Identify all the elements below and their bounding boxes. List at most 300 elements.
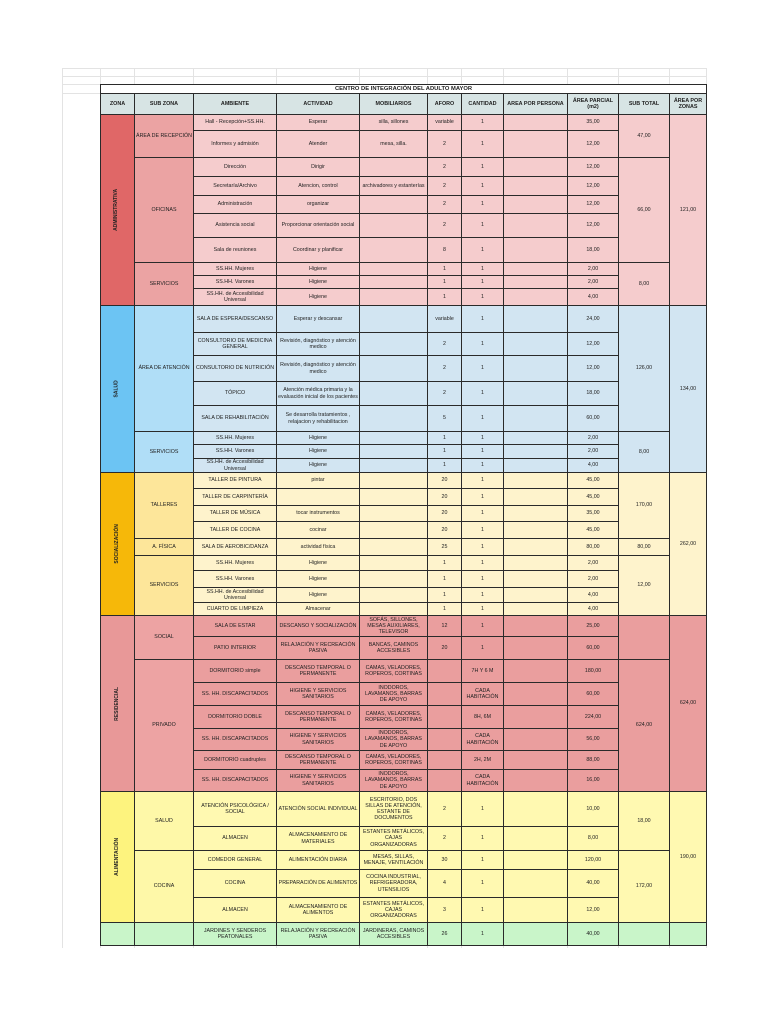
table-cell-actividad: Higiene bbox=[276, 262, 360, 276]
table-cell-area-persona bbox=[503, 728, 568, 751]
table-cell-ambiente: TALLER DE CARPINTERÍA bbox=[193, 488, 277, 506]
table-cell-aforo: 20 bbox=[427, 505, 462, 522]
table-cell-actividad bbox=[276, 488, 360, 506]
table-cell-cantidad: 1 bbox=[461, 521, 504, 539]
table-cell-ambiente: CUARTO DE LIMPIEZA bbox=[193, 602, 277, 616]
table-cell-area-parcial: 12,00 bbox=[567, 213, 619, 238]
table-cell-actividad: HIGIENE Y SERVICIOS SANITARIOS bbox=[276, 769, 360, 792]
table-cell-actividad: Higiene bbox=[276, 458, 360, 473]
table-cell-area-parcial: 2,00 bbox=[567, 444, 619, 459]
table-cell-mobiliarios bbox=[359, 381, 428, 406]
subzone-cell: SERVICIOS bbox=[134, 431, 194, 473]
table-cell-mobiliarios bbox=[359, 458, 428, 473]
table-cell-area-persona bbox=[503, 275, 568, 289]
table-cell-cantidad: 1 bbox=[461, 850, 504, 870]
table-cell-actividad: ALMACENAMIENTO DE ALIMENTOS bbox=[276, 897, 360, 923]
table-cell-area-parcial: 2,00 bbox=[567, 262, 619, 276]
table-cell-aforo: 1 bbox=[427, 587, 462, 603]
table-cell-area-persona bbox=[503, 431, 568, 445]
subzone-cell: SERVICIOS bbox=[134, 555, 194, 616]
table-cell-mobiliarios: JARDINERAS, CAMINOS ACCESIBLES bbox=[359, 922, 428, 946]
table-cell-aforo: 2 bbox=[427, 355, 462, 382]
table-cell-aforo: 20 bbox=[427, 488, 462, 506]
header-area-parcial: ÁREA PARCIAL (m2) bbox=[567, 93, 619, 115]
grid-line bbox=[62, 76, 706, 77]
table-cell-area-persona bbox=[503, 405, 568, 432]
table-cell-mobiliarios bbox=[359, 602, 428, 616]
header-aforo: AFORO bbox=[427, 93, 462, 115]
table-cell-area-persona bbox=[503, 791, 568, 827]
table-cell-cantidad: 1 bbox=[461, 195, 504, 214]
header-mobiliarios: MOBILIARIOS bbox=[359, 93, 428, 115]
table-cell-area-parcial: 24,00 bbox=[567, 305, 619, 333]
table-cell-aforo: 2 bbox=[427, 157, 462, 177]
subzone-cell: TALLERES bbox=[134, 472, 194, 539]
table-cell-actividad: pintar bbox=[276, 472, 360, 489]
table-cell-cantidad: 1 bbox=[461, 602, 504, 616]
table-cell-cantidad: 1 bbox=[461, 176, 504, 196]
table-cell-cantidad: 1 bbox=[461, 275, 504, 289]
table-cell-cantidad: 1 bbox=[461, 615, 504, 637]
table-cell-aforo bbox=[427, 705, 462, 729]
table-cell-ambiente: SALA DE REHABILITACIÓN bbox=[193, 405, 277, 432]
table-cell-cantidad: 1 bbox=[461, 488, 504, 506]
subtotal-cell: 170,00 bbox=[618, 472, 670, 539]
table-cell-area-parcial: 4,00 bbox=[567, 458, 619, 473]
table-cell-area-parcial: 4,00 bbox=[567, 587, 619, 603]
table-cell-cantidad: 1 bbox=[461, 355, 504, 382]
table-cell-actividad: HIGIENE Y SERVICIOS SANITARIOS bbox=[276, 728, 360, 751]
table-cell-area-parcial: 25,00 bbox=[567, 615, 619, 637]
table-cell-mobiliarios bbox=[359, 587, 428, 603]
table-cell-aforo: 2 bbox=[427, 130, 462, 158]
table-cell-area-persona bbox=[503, 850, 568, 870]
table-cell-actividad: DESCANSO TEMPORAL O PERMANENTE bbox=[276, 659, 360, 683]
table-cell-mobiliarios bbox=[359, 237, 428, 263]
table-cell-area-persona bbox=[503, 114, 568, 131]
table-cell-ambiente: SS.HH. Mujeres bbox=[193, 555, 277, 571]
table-cell-cantidad: 8H, 6M bbox=[461, 705, 504, 729]
table-cell-aforo: 1 bbox=[427, 570, 462, 588]
table-cell-ambiente: SS.HH. Varones bbox=[193, 444, 277, 459]
table-cell-area-parcial: 40,00 bbox=[567, 869, 619, 898]
subtotal-cell: 172,00 bbox=[618, 850, 670, 923]
table-cell-area-persona bbox=[503, 505, 568, 522]
table-cell-actividad: Dirigir bbox=[276, 157, 360, 177]
table-cell-cantidad: 1 bbox=[461, 381, 504, 406]
table-cell-ambiente: SALA DE ESPERA/DESCANSO bbox=[193, 305, 277, 333]
table-cell-actividad: Coordinar y planificar bbox=[276, 237, 360, 263]
table-cell-area-persona bbox=[503, 682, 568, 706]
table-cell-area-parcial: 56,00 bbox=[567, 728, 619, 751]
table-cell-mobiliarios bbox=[359, 355, 428, 382]
grid-line bbox=[62, 68, 63, 948]
table-cell-aforo: 1 bbox=[427, 262, 462, 276]
header-cantidad: CANTIDAD bbox=[461, 93, 504, 115]
table-cell-area-persona bbox=[503, 157, 568, 177]
table-cell-area-persona bbox=[503, 555, 568, 571]
zone-label: SOCIALIZACIÓN bbox=[113, 524, 120, 564]
table-cell-area-persona bbox=[503, 472, 568, 489]
table-cell-area-persona bbox=[503, 922, 568, 946]
table-cell-mobiliarios: CAMAS, VELADORES, ROPEROS, CORTINAS bbox=[359, 705, 428, 729]
table-cell-cantidad: 1 bbox=[461, 922, 504, 946]
table-cell-actividad: DESCANSO TEMPORAL O PERMANENTE bbox=[276, 750, 360, 770]
table-cell-mobiliarios: mesa, silla. bbox=[359, 130, 428, 158]
table-cell-ambiente: DORMITORIO simple bbox=[193, 659, 277, 683]
header-sub-zona: SUB ZONA bbox=[134, 93, 194, 115]
table-cell-cantidad: 1 bbox=[461, 431, 504, 445]
table-cell-mobiliarios bbox=[359, 488, 428, 506]
table-cell-mobiliarios: ESCRITORIO, DOS SILLAS DE ATENCIÓN, ESTANTE DE DOCUMENTOS bbox=[359, 791, 428, 827]
subzone-cell: COCINA bbox=[134, 850, 194, 923]
table-cell-cantidad: 1 bbox=[461, 213, 504, 238]
subtotal-cell: 80,00 bbox=[618, 538, 670, 556]
table-cell-ambiente: COCINA bbox=[193, 869, 277, 898]
zone-cell bbox=[100, 305, 135, 473]
table-cell-ambiente: SS.HH. de Accesibilidad Universal bbox=[193, 587, 277, 603]
table-cell-aforo: 1 bbox=[427, 431, 462, 445]
table-cell-area-persona bbox=[503, 488, 568, 506]
table-cell-aforo: 2 bbox=[427, 791, 462, 827]
header-area-por-persona: AREA POR PERSONA bbox=[503, 93, 568, 115]
table-cell-aforo bbox=[427, 682, 462, 706]
table-cell-aforo: 2 bbox=[427, 826, 462, 851]
table-cell-mobiliarios bbox=[359, 472, 428, 489]
table-cell-area-persona bbox=[503, 636, 568, 660]
table-cell-area-persona bbox=[503, 381, 568, 406]
table-cell-aforo: variable bbox=[427, 305, 462, 333]
table-cell-mobiliarios: archivadores y estanterías bbox=[359, 176, 428, 196]
table-cell-actividad: Atender bbox=[276, 130, 360, 158]
table-cell-ambiente: ALMACEN bbox=[193, 826, 277, 851]
table-cell-area-parcial: 4,00 bbox=[567, 602, 619, 616]
table-cell-actividad: PREPARACIÓN DE ALIMENTOS bbox=[276, 869, 360, 898]
subtotal-cell: 47,00 bbox=[618, 114, 670, 158]
table-cell-area-parcial: 45,00 bbox=[567, 488, 619, 506]
table-cell-actividad: HIGIENE Y SERVICIOS SANITARIOS bbox=[276, 682, 360, 706]
table-cell-area-persona bbox=[503, 538, 568, 556]
subzone-cell: ÁREA DE ATENCIÓN bbox=[134, 305, 194, 432]
table-cell-area-parcial: 60,00 bbox=[567, 405, 619, 432]
table-cell-ambiente: Hall - Recepción+SS.HH. bbox=[193, 114, 277, 131]
table-cell-ambiente: SS. HH. DISCAPACITADOS bbox=[193, 728, 277, 751]
table-cell-area-persona bbox=[503, 869, 568, 898]
subzone-cell: PRIVADO bbox=[134, 659, 194, 792]
table-cell-actividad: Revisión, diagnóstico y atención medico bbox=[276, 355, 360, 382]
zone-total-cell: 190,00 bbox=[669, 791, 707, 923]
table-cell-ambiente: Administración bbox=[193, 195, 277, 214]
table-cell-aforo: 2 bbox=[427, 332, 462, 356]
table-cell-area-parcial: 45,00 bbox=[567, 472, 619, 489]
table-cell-ambiente: TALLER DE MÚSICA bbox=[193, 505, 277, 522]
table-cell-actividad: actividad física bbox=[276, 538, 360, 556]
table-cell-area-persona bbox=[503, 195, 568, 214]
table-cell-ambiente: CONSULTORIO DE MEDICINA GENERAL bbox=[193, 332, 277, 356]
table-cell-mobiliarios: INODOROS, LAVAMANOS, BARRAS DE APOYO bbox=[359, 682, 428, 706]
table-cell-cantidad: 1 bbox=[461, 636, 504, 660]
table-cell-mobiliarios bbox=[359, 262, 428, 276]
table-cell-mobiliarios: INODOROS, LAVAMANOS, BARRAS DE APOYO bbox=[359, 728, 428, 751]
subtotal-cell: 624,00 bbox=[618, 659, 670, 792]
table-cell-cantidad: 1 bbox=[461, 332, 504, 356]
subtotal-cell: 8,00 bbox=[618, 431, 670, 473]
table-cell-area-parcial: 12,00 bbox=[567, 195, 619, 214]
table-cell-area-persona bbox=[503, 897, 568, 923]
table-cell-ambiente: TALLER DE PINTURA bbox=[193, 472, 277, 489]
table-cell-cantidad: 1 bbox=[461, 869, 504, 898]
table-cell-aforo: 20 bbox=[427, 472, 462, 489]
subzone-cell: SERVICIOS bbox=[134, 262, 194, 306]
header-zona: ZONA bbox=[100, 93, 135, 115]
table-cell-ambiente: Dirección bbox=[193, 157, 277, 177]
table-cell-actividad: Higiene bbox=[276, 444, 360, 459]
table-cell-aforo: 20 bbox=[427, 636, 462, 660]
table-cell-area-parcial: 8,00 bbox=[567, 826, 619, 851]
table-cell-ambiente: PATIO INTERIOR bbox=[193, 636, 277, 660]
table-cell-ambiente: SS.HH. Varones bbox=[193, 275, 277, 289]
table-cell-mobiliarios bbox=[359, 157, 428, 177]
table-cell-cantidad: 1 bbox=[461, 288, 504, 306]
table-cell-area-persona bbox=[503, 237, 568, 263]
subzone-cell: OFICINAS bbox=[134, 157, 194, 263]
table-cell-area-persona bbox=[503, 130, 568, 158]
table-cell-ambiente: Asistencia social bbox=[193, 213, 277, 238]
table-cell-cantidad: 1 bbox=[461, 114, 504, 131]
table-cell-aforo: 1 bbox=[427, 275, 462, 289]
table-cell-area-parcial: 2,00 bbox=[567, 555, 619, 571]
table-cell-area-persona bbox=[503, 305, 568, 333]
table-cell-actividad: RELAJACIÓN Y RECREACIÓN PASIVA bbox=[276, 922, 360, 946]
table-cell-ambiente: Informes y admisión bbox=[193, 130, 277, 158]
table-cell-ambiente: SS.HH. de Accesibilidad Universal bbox=[193, 288, 277, 306]
table-cell-mobiliarios bbox=[359, 213, 428, 238]
table-cell-aforo: 1 bbox=[427, 444, 462, 459]
table-cell-mobiliarios: CAMAS, VELADORES, ROPEROS, CORTINAS bbox=[359, 750, 428, 770]
table-cell-aforo bbox=[427, 659, 462, 683]
table-cell-ambiente: DORMITORIO DOBLE bbox=[193, 705, 277, 729]
table-cell-mobiliarios bbox=[359, 405, 428, 432]
table-cell-area-parcial: 45,00 bbox=[567, 521, 619, 539]
table-cell-aforo: 25 bbox=[427, 538, 462, 556]
table-cell-cantidad: 1 bbox=[461, 472, 504, 489]
table-cell-ambiente: Secretaría/Archivo bbox=[193, 176, 277, 196]
table-cell-aforo: 1 bbox=[427, 458, 462, 473]
table-cell-cantidad: 7H Y 6 M bbox=[461, 659, 504, 683]
table-cell-actividad: Higiene bbox=[276, 275, 360, 289]
table-cell-area-persona bbox=[503, 826, 568, 851]
table-cell-ambiente: ALMACEN bbox=[193, 897, 277, 923]
table-cell-actividad: Higiene bbox=[276, 555, 360, 571]
table-cell-area-persona bbox=[503, 769, 568, 792]
table-cell-area-parcial: 12,00 bbox=[567, 897, 619, 923]
zone-label: ALIMENTACIÓN bbox=[113, 838, 120, 876]
table-cell-aforo: 2 bbox=[427, 176, 462, 196]
table-cell-ambiente: SS.HH. Mujeres bbox=[193, 262, 277, 276]
table-cell-actividad: RELAJACIÓN Y RECREACIÓN PASIVA bbox=[276, 636, 360, 660]
table-cell-cantidad: 1 bbox=[461, 444, 504, 459]
table-cell-area-parcial: 60,00 bbox=[567, 636, 619, 660]
table-cell-actividad: cocinar bbox=[276, 521, 360, 539]
table-cell-area-parcial: 88,00 bbox=[567, 750, 619, 770]
zone-cell bbox=[100, 791, 135, 923]
table-cell-actividad: Higiene bbox=[276, 431, 360, 445]
zone-total-cell: 121,00 bbox=[669, 114, 707, 306]
table-cell-actividad: Revisión, diagnóstico y atención medico bbox=[276, 332, 360, 356]
table-cell-actividad: Almacenar bbox=[276, 602, 360, 616]
table-cell-ambiente: CONSULTORIO DE NUTRICIÓN bbox=[193, 355, 277, 382]
table-cell-mobiliarios bbox=[359, 505, 428, 522]
table-cell-cantidad: 1 bbox=[461, 262, 504, 276]
table-cell-mobiliarios: MESAS, SILLAS, MENAJE, VENTILACIÓN bbox=[359, 850, 428, 870]
table-cell-area-persona bbox=[503, 602, 568, 616]
table-cell-ambiente: DORMITORIO cuadruples bbox=[193, 750, 277, 770]
table-cell-mobiliarios bbox=[359, 305, 428, 333]
table-cell-mobiliarios bbox=[359, 521, 428, 539]
table-cell-aforo: 2 bbox=[427, 195, 462, 214]
table-cell-aforo: 26 bbox=[427, 922, 462, 946]
table-cell-cantidad: 1 bbox=[461, 826, 504, 851]
table-cell-aforo: 8 bbox=[427, 237, 462, 263]
table-cell-area-persona bbox=[503, 288, 568, 306]
zone-total-cell: 134,00 bbox=[669, 305, 707, 473]
subtotal-cell bbox=[618, 615, 670, 660]
table-cell-mobiliarios bbox=[359, 570, 428, 588]
table-cell-area-parcial: 180,00 bbox=[567, 659, 619, 683]
table-cell-cantidad: 1 bbox=[461, 587, 504, 603]
table-cell-mobiliarios bbox=[359, 288, 428, 306]
table-cell-ambiente: SS.HH. Varones bbox=[193, 570, 277, 588]
table-cell-mobiliarios: SOFÁS, SILLONES, MESAS AUXILIARES, TELEVISOR bbox=[359, 615, 428, 637]
table-cell-aforo: 2 bbox=[427, 381, 462, 406]
subzone-cell: SALUD bbox=[134, 791, 194, 851]
table-cell-cantidad: 1 bbox=[461, 157, 504, 177]
table-cell-actividad: Esperar y descansar bbox=[276, 305, 360, 333]
table-cell-mobiliarios: ESTANTES METÁLICOS, CAJAS ORGANIZADORAS bbox=[359, 826, 428, 851]
table-cell-ambiente: Sala de reuniones bbox=[193, 237, 277, 263]
table-cell-area-parcial: 60,00 bbox=[567, 682, 619, 706]
subtotal-cell bbox=[618, 922, 670, 946]
table-cell-mobiliarios: INODOROS, LAVAMANOS, BARRAS DE APOYO bbox=[359, 769, 428, 792]
table-cell-area-persona bbox=[503, 332, 568, 356]
zone-label: SALUD bbox=[113, 380, 120, 398]
table-cell-area-parcial: 12,00 bbox=[567, 157, 619, 177]
subtotal-cell: 8,00 bbox=[618, 262, 670, 306]
table-cell-aforo: 4 bbox=[427, 869, 462, 898]
table-cell-area-persona bbox=[503, 521, 568, 539]
table-cell-area-parcial: 40,00 bbox=[567, 922, 619, 946]
table-cell-actividad: Atencion, control bbox=[276, 176, 360, 196]
table-cell-ambiente: SALA DE AEROBIC/DANZA bbox=[193, 538, 277, 556]
table-cell-aforo: 1 bbox=[427, 288, 462, 306]
table-cell-mobiliarios bbox=[359, 555, 428, 571]
table-cell-area-parcial: 2,00 bbox=[567, 431, 619, 445]
subzone-cell: A. FÍSICA bbox=[134, 538, 194, 556]
table-cell-ambiente: SS.HH. Mujeres bbox=[193, 431, 277, 445]
table-cell-cantidad: 1 bbox=[461, 305, 504, 333]
table-cell-aforo: 20 bbox=[427, 521, 462, 539]
table-cell-area-parcial: 224,00 bbox=[567, 705, 619, 729]
subtotal-cell: 12,00 bbox=[618, 555, 670, 616]
table-cell-area-persona bbox=[503, 587, 568, 603]
header-ambiente: AMBIENTE bbox=[193, 93, 277, 115]
table-cell-cantidad: 1 bbox=[461, 538, 504, 556]
table-cell-actividad: DESCANSO TEMPORAL O PERMANENTE bbox=[276, 705, 360, 729]
table-title: CENTRO DE INTEGRACIÓN DEL ADULTO MAYOR bbox=[100, 84, 707, 94]
zone-total-cell: 624,00 bbox=[669, 615, 707, 792]
table-cell-actividad: DESCANSO Y SOCIALIZACIÓN bbox=[276, 615, 360, 637]
table-cell-area-parcial: 12,00 bbox=[567, 130, 619, 158]
table-cell-actividad: Se desarrolla tratamientos , relajacion y rehabilitacion bbox=[276, 405, 360, 432]
zone-label: ADMINISTRATIVA bbox=[113, 188, 120, 232]
header-actividad: ACTIVIDAD bbox=[276, 93, 360, 115]
table-cell-area-persona bbox=[503, 705, 568, 729]
table-cell-mobiliarios bbox=[359, 195, 428, 214]
table-cell-area-parcial: 18,00 bbox=[567, 237, 619, 263]
zone-cell bbox=[100, 472, 135, 616]
table-cell-cantidad: 2H, 2M bbox=[461, 750, 504, 770]
table-cell-actividad: ATENCIÓN SOCIAL INDIVIDUAL bbox=[276, 791, 360, 827]
table-cell-ambiente: JARDINES Y SENDEROS PEATONALES bbox=[193, 922, 277, 946]
table-cell-mobiliarios bbox=[359, 444, 428, 459]
table-cell-aforo: variable bbox=[427, 114, 462, 131]
table-cell-area-persona bbox=[503, 570, 568, 588]
table-cell-actividad: organizar bbox=[276, 195, 360, 214]
table-cell-area-parcial: 10,00 bbox=[567, 791, 619, 827]
table-cell-aforo: 1 bbox=[427, 602, 462, 616]
table-cell-area-parcial: 35,00 bbox=[567, 114, 619, 131]
zone-cell bbox=[100, 922, 135, 946]
table-cell-cantidad: CADA HABITACIÓN bbox=[461, 682, 504, 706]
table-cell-ambiente: SALA DE ESTAR bbox=[193, 615, 277, 637]
grid-line bbox=[62, 68, 706, 69]
table-cell-aforo bbox=[427, 750, 462, 770]
table-cell-area-parcial: 2,00 bbox=[567, 275, 619, 289]
table-cell-aforo: 30 bbox=[427, 850, 462, 870]
zone-label: RESIDENCIAL bbox=[113, 686, 120, 721]
table-cell-area-parcial: 16,00 bbox=[567, 769, 619, 792]
subtotal-cell: 66,00 bbox=[618, 157, 670, 263]
table-cell-cantidad: 1 bbox=[461, 791, 504, 827]
table-cell-cantidad: 1 bbox=[461, 897, 504, 923]
table-cell-actividad: tocar instrumentos bbox=[276, 505, 360, 522]
table-cell-actividad: Esperar bbox=[276, 114, 360, 131]
table-cell-aforo: 12 bbox=[427, 615, 462, 637]
table-cell-area-parcial: 4,00 bbox=[567, 288, 619, 306]
table-cell-mobiliarios bbox=[359, 538, 428, 556]
table-cell-cantidad: 1 bbox=[461, 570, 504, 588]
table-cell-cantidad: 1 bbox=[461, 505, 504, 522]
table-cell-area-persona bbox=[503, 458, 568, 473]
table-cell-cantidad: CADA HABITACIÓN bbox=[461, 728, 504, 751]
table-cell-mobiliarios: COCINA INDUSTRIAL, REFRIGERADORA, UTENSILIOS bbox=[359, 869, 428, 898]
table-cell-ambiente: SS. HH. DISCAPACITADOS bbox=[193, 769, 277, 792]
table-cell-actividad: Higiene bbox=[276, 570, 360, 588]
zone-total-cell: 262,00 bbox=[669, 472, 707, 616]
table-cell-area-persona bbox=[503, 355, 568, 382]
table-cell-actividad: Proporcionar orientación social bbox=[276, 213, 360, 238]
zone-total-cell bbox=[669, 922, 707, 946]
zone-cell bbox=[100, 114, 135, 306]
table-cell-area-persona bbox=[503, 750, 568, 770]
table-cell-ambiente: TALLER DE COCINA bbox=[193, 521, 277, 539]
table-cell-mobiliarios bbox=[359, 431, 428, 445]
table-cell-area-persona bbox=[503, 615, 568, 637]
subtotal-cell: 126,00 bbox=[618, 305, 670, 432]
table-cell-area-persona bbox=[503, 176, 568, 196]
table-cell-cantidad: 1 bbox=[461, 130, 504, 158]
table-cell-cantidad: 1 bbox=[461, 405, 504, 432]
